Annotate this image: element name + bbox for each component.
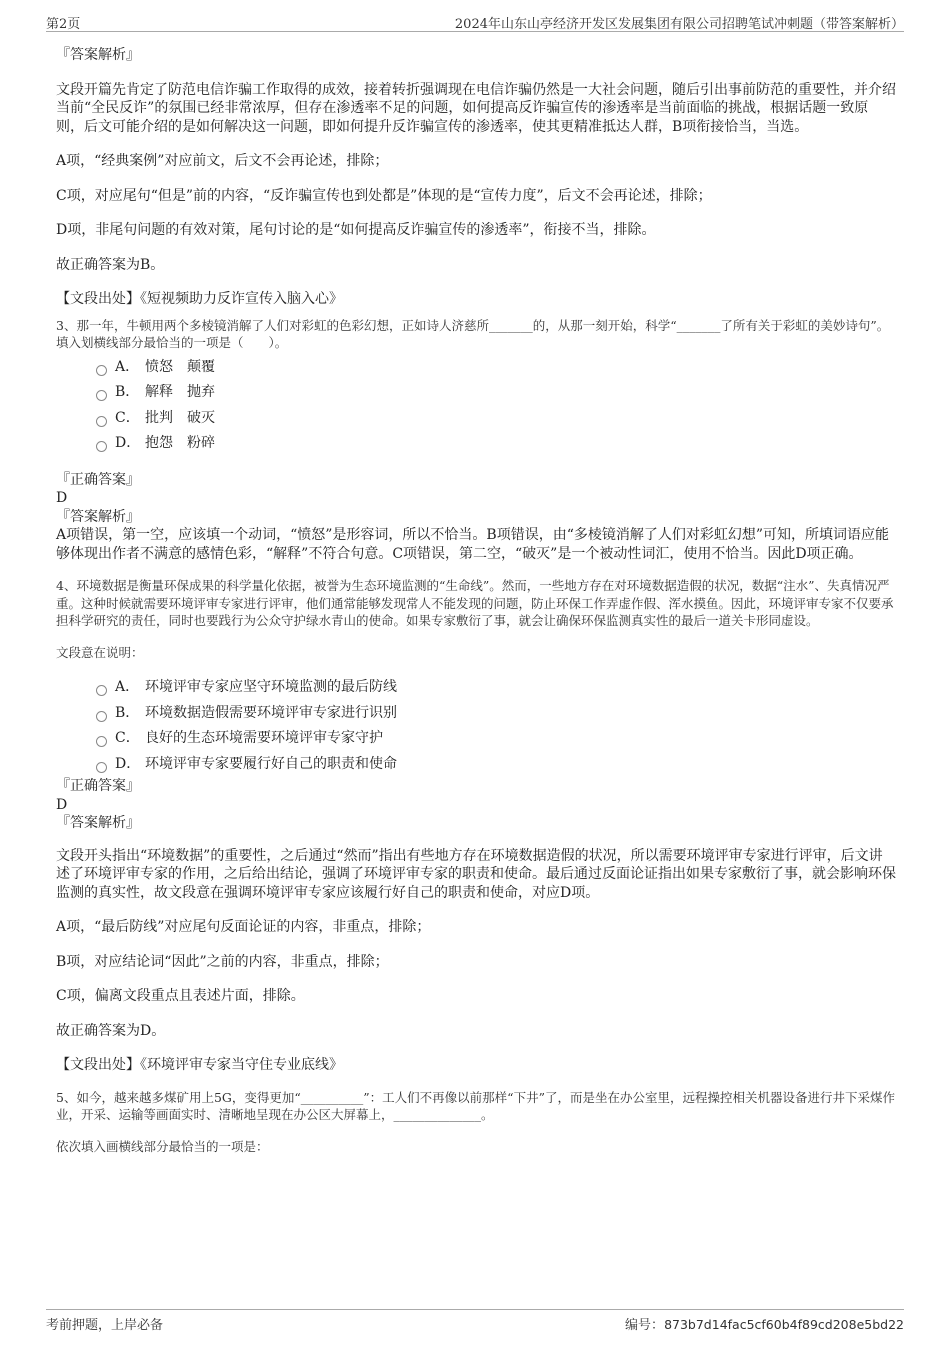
- option-letter: A．: [115, 358, 140, 375]
- radio-icon[interactable]: [96, 711, 107, 722]
- q4-options: [96, 675, 896, 777]
- footer-code: [625, 1314, 904, 1333]
- q2-analysis-item-c: C项，对应尾句“但是”前的内容，“反诈骗宣传也到处都是”体现的是“宣传力度”，后文不会再论述，排除；: [56, 187, 712, 204]
- option-letter: D．: [115, 755, 141, 772]
- option-letter: B．: [115, 384, 140, 400]
- q3-analysis-label: 『答案解析』: [56, 508, 140, 525]
- radio-icon[interactable]: [96, 685, 107, 696]
- option-text: 环境数据造假需要环境评审专家进行识别: [145, 704, 397, 721]
- radio-icon[interactable]: [96, 441, 107, 452]
- q3-stem: 3、那一年，牛顿用两个多棱镜消解了人们对彩虹的色彩幻想，正如诗人济慈所_______的，从那一刻开始，科学“_______了所有关于彩虹的美妙诗句”。: [56, 317, 890, 333]
- q4-source: 【文段出处】《环境评审专家当守住专业底线》: [56, 1057, 343, 1073]
- radio-icon[interactable]: [96, 736, 107, 747]
- footer-code-value: 873b7d14fac5cf60b4f89cd208e5bd22: [664, 1317, 904, 1332]
- option-text: 批判 破灭: [145, 409, 215, 426]
- radio-icon[interactable]: [96, 416, 107, 427]
- q4-analysis-item-a: A项，“最后防线”对应尾句反面论证的内容，非重点，排除；: [56, 919, 431, 935]
- option-letter: D．: [115, 435, 141, 451]
- q4-prompt: 文段意在说明：: [56, 644, 144, 660]
- option-letter: C．: [115, 730, 140, 746]
- option-text: 环境评审专家应坚守环境监测的最后防线: [145, 679, 397, 695]
- q3-analysis: A项错误，第一空，应该填一个动词，“愤怒”是形容词，所以不恰当。B项错误，由“多棱镜消解了人们对彩虹幻想”可知，所填词语应能够体现出作者不满意的感情色彩，“解释”不符合句意。C项错误，第二空，“破灭”是一个被动性词汇，使用不恰当。因此D项正确。: [56, 527, 890, 562]
- footer-slogan: 考前押题，上岸必备: [46, 1318, 164, 1333]
- q2-analysis-paragraph: 文段开篇先肯定了防范电信诈骗工作取得的成效，接着转折强调现在电信诈骗仍然是一大社会问题，随后引出事前防范的重要性，并介绍当前“全民反诈”的氛围已经非常浓厚，但存在渗透率不足的问题，如何提高反诈骗宣传的渗透率是当前面临的挑战，根据话题一致原则，后文可能介绍的是如何解决这一问题，即如何提升反诈骗宣传的渗透率，使其更精准抵达人群，B项衔接恰当，当选。: [56, 81, 896, 135]
- option-text: 抱怨 粉碎: [145, 435, 215, 451]
- q4-analysis-paragraph: 文段开头指出“环境数据”的重要性，之后通过“然而”指出有些地方存在环境数据造假的状况，所以需要环境评审专家进行评审，后文讲述了环境评审专家的作用，之后给出结论，强调了环境评审专家的职责和使命。最后通过反面论证指出如果专家敷衍了事，就会影响环保监测的真实性，故文段意在强调环境评审专家应该履行好自己的职责和使命，对应D项。: [56, 847, 896, 901]
- q4-answer: D: [56, 796, 68, 813]
- q4-option-b[interactable]: [96, 701, 896, 727]
- option-text: 环境评审专家要履行好自己的职责和使命: [145, 755, 397, 772]
- option-text: 解释 抛弃: [145, 384, 215, 400]
- q4-option-d[interactable]: [96, 752, 896, 778]
- header-divider: [46, 31, 904, 32]
- q4-analysis-label: 『答案解析』: [56, 815, 140, 831]
- option-text: 良好的生态环境需要环境评审专家守护: [145, 730, 383, 746]
- option-letter: A．: [115, 679, 140, 695]
- q3-option-a[interactable]: [96, 355, 896, 381]
- q4-option-c[interactable]: [96, 726, 896, 752]
- q2-analysis-item-d: D项，非尾句问题的有效对策，尾句讨论的是“如何提高反诈骗宣传的渗透率”，衔接不当，排除。: [56, 222, 656, 238]
- radio-icon[interactable]: [96, 762, 107, 773]
- q4-analysis-item-b: B项，对应结论词“因此”之前的内容，非重点，排除；: [56, 953, 389, 970]
- q5-stem: 5、如今，越来越多煤矿用上5G，变得更加“__________”：工人们不再像以前那样“下井”了，而是坐在办公室里，远程操控相关机器设备进行井下采煤作业，开采、运输等画面实时、清晰地呈现在办公区大屏幕上，______________。: [56, 1089, 895, 1122]
- q4-conclusion: 故正确答案为D。: [56, 1022, 166, 1039]
- q3-prompt: 填入划横线部分最恰当的一项是（ ）。: [56, 335, 288, 350]
- q4-option-a[interactable]: [96, 675, 896, 701]
- footer-divider: [46, 1309, 904, 1310]
- q3-option-b[interactable]: [96, 380, 896, 406]
- option-letter: C．: [115, 409, 140, 426]
- q4-analysis-item-c: C项，偏离文段重点且表述片面，排除。: [56, 988, 305, 1004]
- radio-icon[interactable]: [96, 390, 107, 401]
- q3-option-d[interactable]: [96, 431, 896, 457]
- q3-options: [96, 355, 896, 457]
- q4-answer-label: 『正确答案』: [56, 778, 140, 794]
- page-number: 第2页: [46, 17, 81, 32]
- q3-option-c[interactable]: [96, 406, 896, 432]
- q2-analysis-item-a: A项，“经典案例”对应前文，后文不会再论述，排除；: [56, 153, 389, 169]
- page-content: [56, 46, 896, 1155]
- q3-answer: D: [56, 490, 68, 506]
- q2-source: 【文段出处】《短视频助力反诈宣传入脑入心》: [56, 291, 343, 307]
- q5-prompt: 依次填入画横线部分最恰当的一项是：: [56, 1138, 269, 1154]
- q4-stem: 4、环境数据是衡量环保成果的科学量化依据，被誉为生态环境监测的“生命线”。然而，一些地方存在对环境数据造假的状况，数据“注水”、失真情况严重。这种时候就需要环境评审专家进行评审，他们通常能够发现常人不能发现的问题，防止环保工作弄虚作假、浑水摸鱼。因此，环境评审专家不仅要承担科学研究的责任，同时也要践行为公众守护绿水青山的使命。如果专家敷衍了事，就会让确保环保监测真实性的最后一道关卡形同虚设。: [56, 578, 894, 628]
- document-title: 2024年山东山亭经济开发区发展集团有限公司招聘笔试冲刺题（带答案解析）: [454, 17, 904, 32]
- option-letter: B．: [115, 704, 140, 721]
- option-text: 愤怒 颠覆: [145, 358, 215, 375]
- q3-answer-label: 『正确答案』: [56, 471, 140, 488]
- radio-icon[interactable]: [96, 365, 107, 376]
- footer-code-label: 编号：: [625, 1318, 665, 1333]
- q2-conclusion: 故正确答案为B。: [56, 256, 165, 273]
- q2-analysis-label: 『答案解析』: [56, 47, 140, 63]
